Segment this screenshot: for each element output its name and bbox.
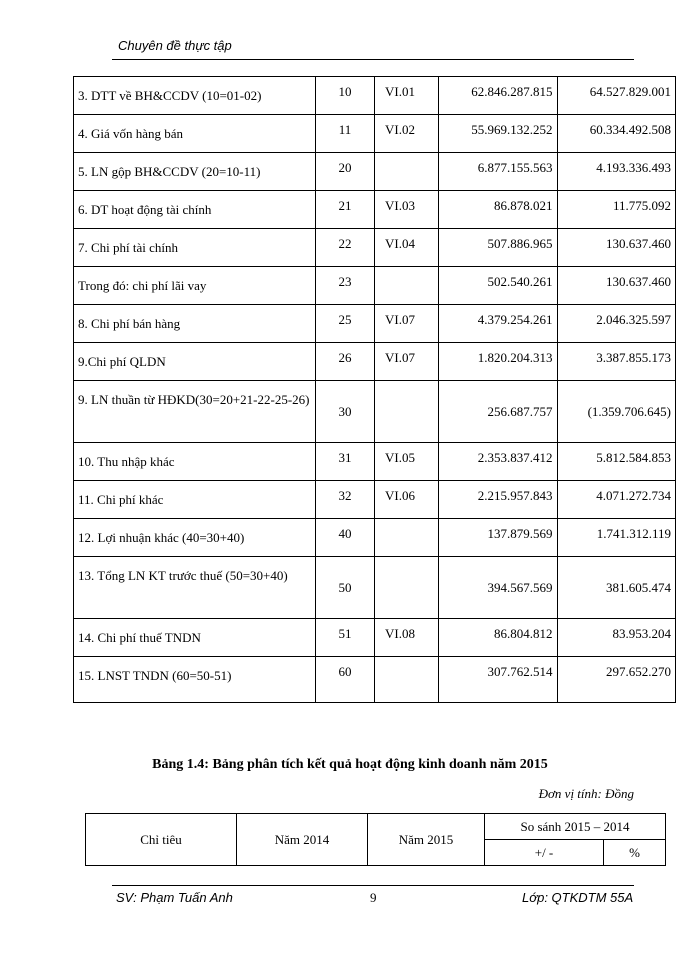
row-note: VI.07 — [375, 305, 439, 343]
row-name: 4. Giá vốn hàng bán — [74, 115, 316, 153]
row-note — [375, 153, 439, 191]
row-note — [375, 267, 439, 305]
row-value-current: 2.353.837.412 — [439, 443, 558, 481]
footer-student: SV: Phạm Tuấn Anh — [116, 890, 233, 905]
row-name: 13. Tổng LN KT trước thuế (50=30+40) — [74, 557, 316, 619]
row-value-current: 1.820.204.313 — [439, 343, 558, 381]
row-value-current: 4.379.254.261 — [439, 305, 558, 343]
table-row — [74, 77, 676, 115]
header-compare: So sánh 2015 – 2014 — [485, 814, 666, 840]
row-value-current: 256.687.757 — [439, 381, 558, 443]
table-caption: Bảng 1.4: Bảng phân tích kết quả hoạt động kinh doanh năm 2015 — [152, 757, 548, 772]
row-value-current: 6.877.155.563 — [439, 153, 558, 191]
footer-divider — [112, 885, 634, 886]
row-note — [375, 381, 439, 443]
row-note: VI.07 — [375, 343, 439, 381]
row-code: 26 — [316, 343, 375, 381]
row-note: VI.04 — [375, 229, 439, 267]
row-value-previous: 3.387.855.173 — [557, 343, 676, 381]
row-value-current: 137.879.569 — [439, 519, 558, 557]
row-name: 7. Chi phí tài chính — [74, 229, 316, 267]
row-value-previous: 381.605.474 — [557, 557, 676, 619]
header-indicator: Chỉ tiêu — [86, 814, 237, 866]
row-code: 11 — [316, 115, 375, 153]
table-row — [74, 305, 676, 343]
table-row — [74, 267, 676, 305]
row-note — [375, 657, 439, 703]
row-name: 9.Chi phí QLDN — [74, 343, 316, 381]
row-value-previous: 5.812.584.853 — [557, 443, 676, 481]
row-code: 30 — [316, 381, 375, 443]
footer-page-number: 9 — [370, 890, 377, 905]
row-name: 11. Chi phí khác — [74, 481, 316, 519]
table-row — [74, 115, 676, 153]
row-code: 23 — [316, 267, 375, 305]
row-value-previous: 2.046.325.597 — [557, 305, 676, 343]
row-code: 32 — [316, 481, 375, 519]
row-value-previous: 1.741.312.119 — [557, 519, 676, 557]
row-code: 10 — [316, 77, 375, 115]
row-code: 21 — [316, 191, 375, 229]
row-name: 6. DT hoạt động tài chính — [74, 191, 316, 229]
row-name: 12. Lợi nhuận khác (40=30+40) — [74, 519, 316, 557]
row-value-previous: 130.637.460 — [557, 267, 676, 305]
header-year-2014: Năm 2014 — [237, 814, 368, 866]
header-percent: % — [604, 840, 666, 866]
row-note: VI.03 — [375, 191, 439, 229]
table-row — [74, 619, 676, 657]
income-statement-body — [74, 77, 676, 703]
row-code: 20 — [316, 153, 375, 191]
row-value-current: 55.969.132.252 — [439, 115, 558, 153]
row-name: 10. Thu nhập khác — [74, 443, 316, 481]
row-value-previous: 60.334.492.508 — [557, 115, 676, 153]
table-row — [74, 191, 676, 229]
row-value-current: 2.215.957.843 — [439, 481, 558, 519]
footer-class: Lớp: QTKDTM 55A — [522, 890, 634, 905]
row-name: 3. DTT về BH&CCDV (10=01-02) — [74, 77, 316, 115]
row-value-previous: 4.071.272.734 — [557, 481, 676, 519]
header-year-2015: Năm 2015 — [368, 814, 485, 866]
table-row — [74, 657, 676, 703]
row-value-current: 62.846.287.815 — [439, 77, 558, 115]
row-value-previous: (1.359.706.645) — [557, 381, 676, 443]
row-note — [375, 519, 439, 557]
table-row — [74, 343, 676, 381]
header-divider — [112, 59, 634, 60]
row-note: VI.08 — [375, 619, 439, 657]
row-note: VI.05 — [375, 443, 439, 481]
income-statement-table — [73, 76, 676, 703]
table-row — [74, 443, 676, 481]
row-value-current: 507.886.965 — [439, 229, 558, 267]
row-note: VI.01 — [375, 77, 439, 115]
table-row — [74, 229, 676, 267]
row-name: 8. Chi phí bán hàng — [74, 305, 316, 343]
row-value-previous: 11.775.092 — [557, 191, 676, 229]
row-code: 31 — [316, 443, 375, 481]
row-code: 22 — [316, 229, 375, 267]
row-code: 50 — [316, 557, 375, 619]
analysis-table — [85, 813, 666, 866]
row-value-current: 502.540.261 — [439, 267, 558, 305]
row-value-current: 86.878.021 — [439, 191, 558, 229]
table-row — [74, 557, 676, 619]
row-value-previous: 83.953.204 — [557, 619, 676, 657]
table-row — [74, 381, 676, 443]
row-value-previous: 4.193.336.493 — [557, 153, 676, 191]
row-value-current: 307.762.514 — [439, 657, 558, 703]
row-value-current: 86.804.812 — [439, 619, 558, 657]
table-row — [74, 519, 676, 557]
row-value-previous: 64.527.829.001 — [557, 77, 676, 115]
row-name: Trong đó: chi phí lãi vay — [74, 267, 316, 305]
row-note: VI.02 — [375, 115, 439, 153]
row-code: 40 — [316, 519, 375, 557]
row-note: VI.06 — [375, 481, 439, 519]
row-value-current: 394.567.569 — [439, 557, 558, 619]
row-name: 5. LN gộp BH&CCDV (20=10-11) — [74, 153, 316, 191]
table-row — [74, 481, 676, 519]
row-value-previous: 130.637.460 — [557, 229, 676, 267]
row-value-previous: 297.652.270 — [557, 657, 676, 703]
header-diff: +/ - — [485, 840, 604, 866]
row-code: 60 — [316, 657, 375, 703]
row-code: 25 — [316, 305, 375, 343]
row-name: 14. Chi phí thuế TNDN — [74, 619, 316, 657]
row-name: 9. LN thuần từ HĐKD(30=20+21-22-25-26) — [74, 381, 316, 443]
row-code: 51 — [316, 619, 375, 657]
page-header-title: Chuyên đề thực tập — [118, 38, 232, 53]
row-note — [375, 557, 439, 619]
unit-label: Đơn vị tính: Đồng — [538, 786, 634, 801]
table-row — [74, 153, 676, 191]
row-name: 15. LNST TNDN (60=50-51) — [74, 657, 316, 703]
